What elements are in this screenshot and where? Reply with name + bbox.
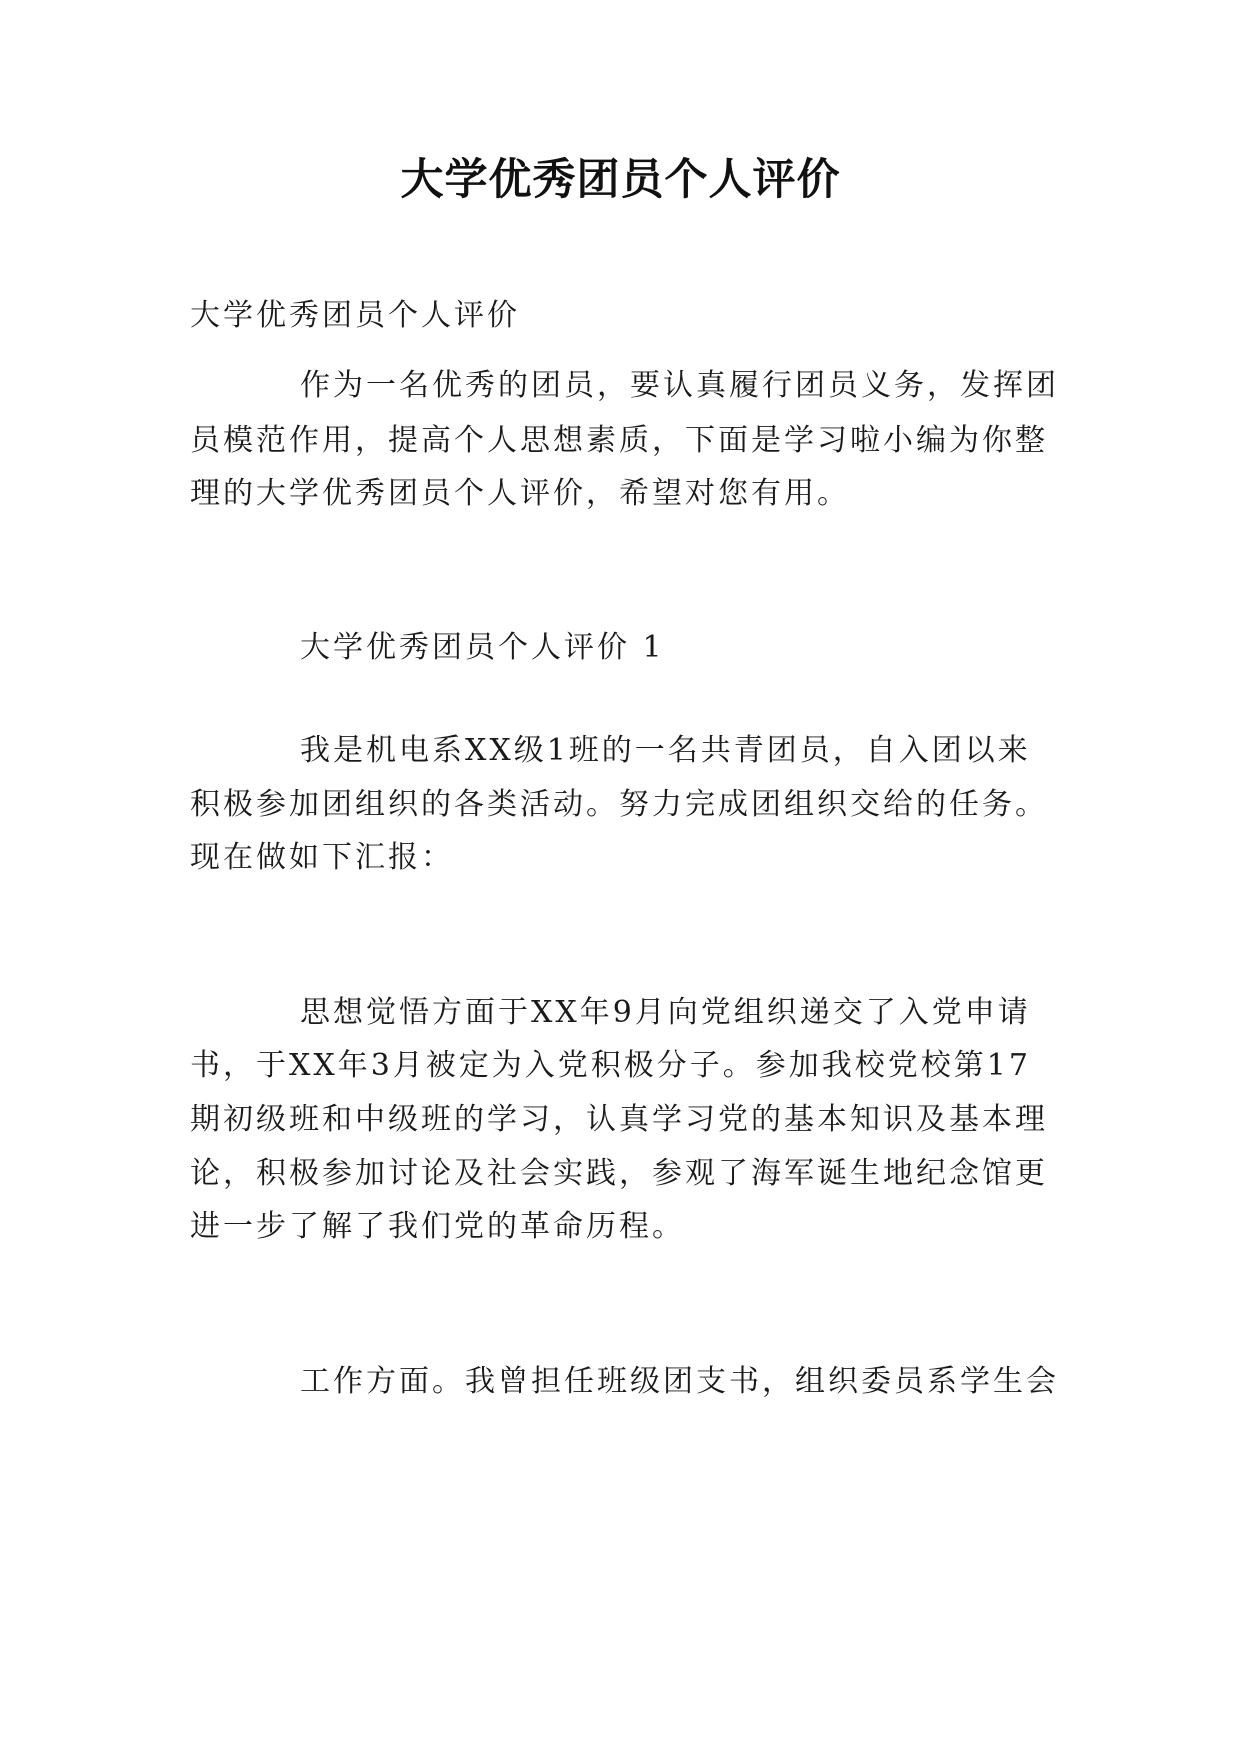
- paragraph-line: 工作方面。我曾担任班级团支书，组织委员系学生会: [300, 1364, 1059, 1399]
- paragraph-line: 我是机电系XX级1班的一名共青团员，自入团以来: [300, 733, 1031, 768]
- section-heading: 大学优秀团员个人评价 1: [300, 630, 665, 665]
- paragraph-line: 书，于XX年3月被定为入党积极分子。参加我校党校第17: [190, 1048, 1031, 1083]
- paragraph-line: 期初级班和中级班的学习，认真学习党的基本知识及基本理: [190, 1102, 1048, 1137]
- paragraph-line: 进一步了解了我们党的革命历程。: [190, 1209, 685, 1244]
- paragraph-line: 论，积极参加讨论及社会实践，参观了海军诞生地纪念馆更: [190, 1156, 1048, 1191]
- paragraph-line: 作为一名优秀的团员，要认真履行团员义务，发挥团: [300, 368, 1059, 403]
- paragraph-line: 员模范作用，提高个人思想素质，下面是学习啦小编为你整: [190, 423, 1048, 458]
- paragraph-line: 思想觉悟方面于XX年9月向党组织递交了入党申请: [300, 995, 1031, 1030]
- paragraph-line: 理的大学优秀团员个人评价，希望对您有用。: [190, 476, 850, 511]
- paragraph-line: 现在做如下汇报：: [190, 840, 454, 875]
- paragraph-line: 积极参加团组织的各类活动。努力完成团组织交给的任务。: [190, 787, 1048, 822]
- document-title: 大学优秀团员个人评价: [400, 155, 841, 205]
- document-subtitle: 大学优秀团员个人评价: [190, 298, 520, 333]
